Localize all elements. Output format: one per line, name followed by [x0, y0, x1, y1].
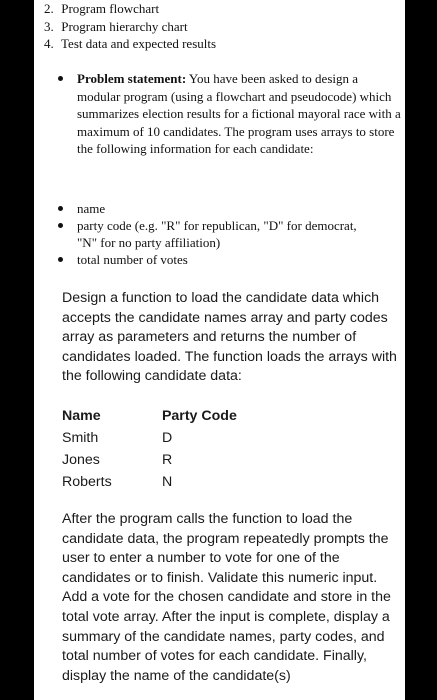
cell-party-code: D — [161, 430, 173, 446]
list-number: 2. — [44, 1, 54, 16]
problem-text — [77, 70, 403, 158]
header-party-code: Party Code — [161, 408, 237, 424]
bullet-icon — [58, 76, 63, 81]
list-item — [44, 0, 216, 18]
cell-name: Roberts — [62, 474, 112, 490]
info-text: total number of votes — [77, 252, 188, 267]
bottom-fade — [34, 684, 405, 700]
bullet-icon — [58, 257, 63, 262]
list-item — [44, 35, 216, 53]
list-item — [55, 217, 377, 251]
table-row — [62, 471, 237, 493]
list-item — [44, 18, 216, 36]
info-text: name — [77, 201, 106, 216]
design-paragraph: Design a function to load the candidate data which accepts the candidate names array and party codes array as parameters and returns the number of candidates loaded. The function loads the arrays with the following candidate data: — [62, 290, 397, 385]
table-row — [62, 427, 237, 449]
list-item — [55, 251, 377, 268]
list-number: 3. — [44, 18, 54, 34]
list-text: Program flowchart — [61, 1, 160, 16]
cell-name: Smith — [62, 430, 99, 446]
problem-body: You have been asked to design a modular program (using a flowchart and pseudocode) which summarizes election results for a fictional mayoral race with a maximum of 10 candidates. The program uses arrays to store the following information for each candidate: — [77, 71, 401, 157]
header-name: Name — [62, 408, 101, 424]
table-row — [62, 449, 237, 471]
problem-statement — [55, 70, 403, 158]
cell-name: Jones — [62, 452, 100, 468]
bullet-icon — [58, 223, 63, 228]
document-page — [34, 0, 405, 700]
cell-party-code: R — [161, 452, 173, 468]
candidate-info-list — [55, 200, 377, 268]
problem-label: Problem statement: — [77, 71, 187, 86]
info-text: party code (e.g. "R" for republican, "D" for democrat, "N" for no party affiliation) — [77, 218, 357, 250]
cell-party-code: N — [161, 474, 173, 490]
list-text: Program hierarchy chart — [61, 18, 188, 34]
bullet-icon — [58, 206, 63, 211]
after-paragraph: After the program calls the function to load the candidate data, the program repeatedly prompts the user to enter a number to vote for one of the candidates or to finish. Validate this numeric input. Add a vote for the chosen candidate and store in the total vote array. After the input is complete, display a summary of the candidate names, party codes, and total number of votes for each candidate. Finally, display the name of the candidate(s) — [62, 511, 391, 684]
candidate-table — [62, 405, 237, 493]
list-item — [55, 200, 377, 217]
list-text: Test data and expected results — [61, 36, 217, 51]
list-number: 4. — [44, 36, 54, 51]
deliverables-list — [44, 0, 216, 53]
table-header-row — [62, 405, 237, 427]
